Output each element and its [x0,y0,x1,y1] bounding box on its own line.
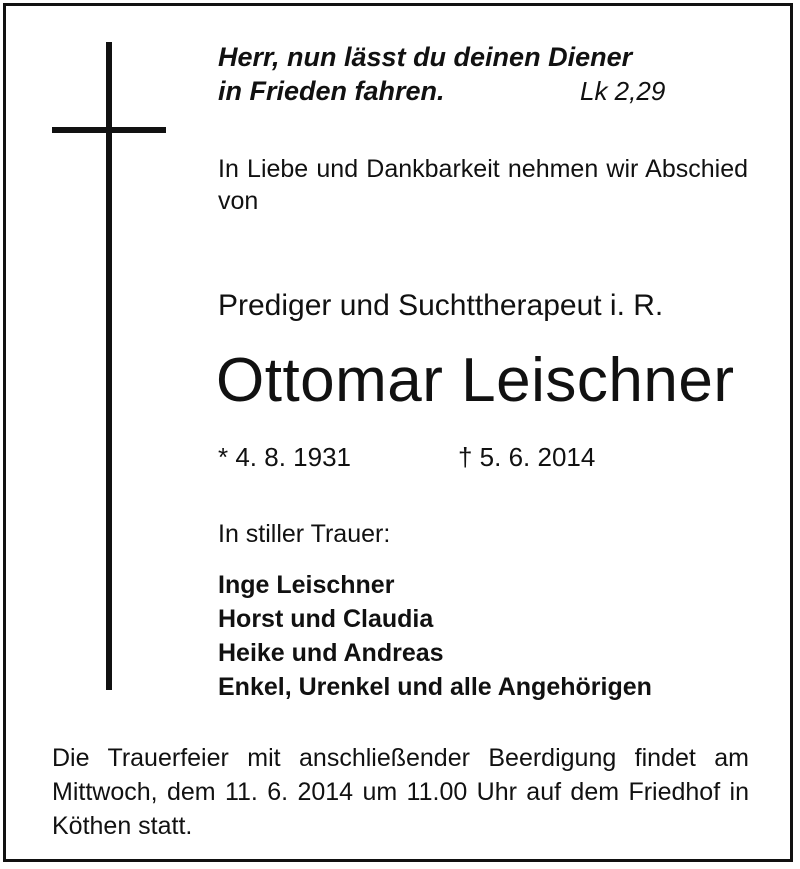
mourner-item: Enkel, Urenkel und alle Angehörigen [218,673,652,701]
mourner-item: Heike und Andreas [218,639,444,667]
mourner-item: Horst und Claudia [218,605,434,633]
bible-verse [218,40,698,108]
mourner-item: Inge Leischner [218,571,395,599]
verse-line-2: in Frieden fahren. [218,76,445,106]
deceased-name: Ottomar Leischner [216,346,735,415]
mourners-list [218,568,652,704]
birth-date: * 4. 8. 1931 [218,442,351,472]
cross-icon [106,42,112,690]
cross-icon-crossbar [52,127,166,133]
mourning-heading: In stiller Trauer: [218,520,391,548]
funeral-notice: Die Trauerfeier mit anschließender Beerdigung findet am Mittwoch, dem 11. 6. 2014 um 11.00 Uhr auf dem Friedhof in Köthen statt. [52,744,749,840]
death-date: † 5. 6. 2014 [458,442,596,472]
deceased-title: Prediger und Suchttherapeut i. R. [218,289,664,322]
intro-text: In Liebe und Dankbarkeit nehmen wir Abschied von [218,155,748,215]
life-dates [218,440,618,474]
verse-line-1: Herr, nun lässt du deinen Diener [218,42,633,72]
verse-reference: Lk 2,29 [580,76,666,106]
